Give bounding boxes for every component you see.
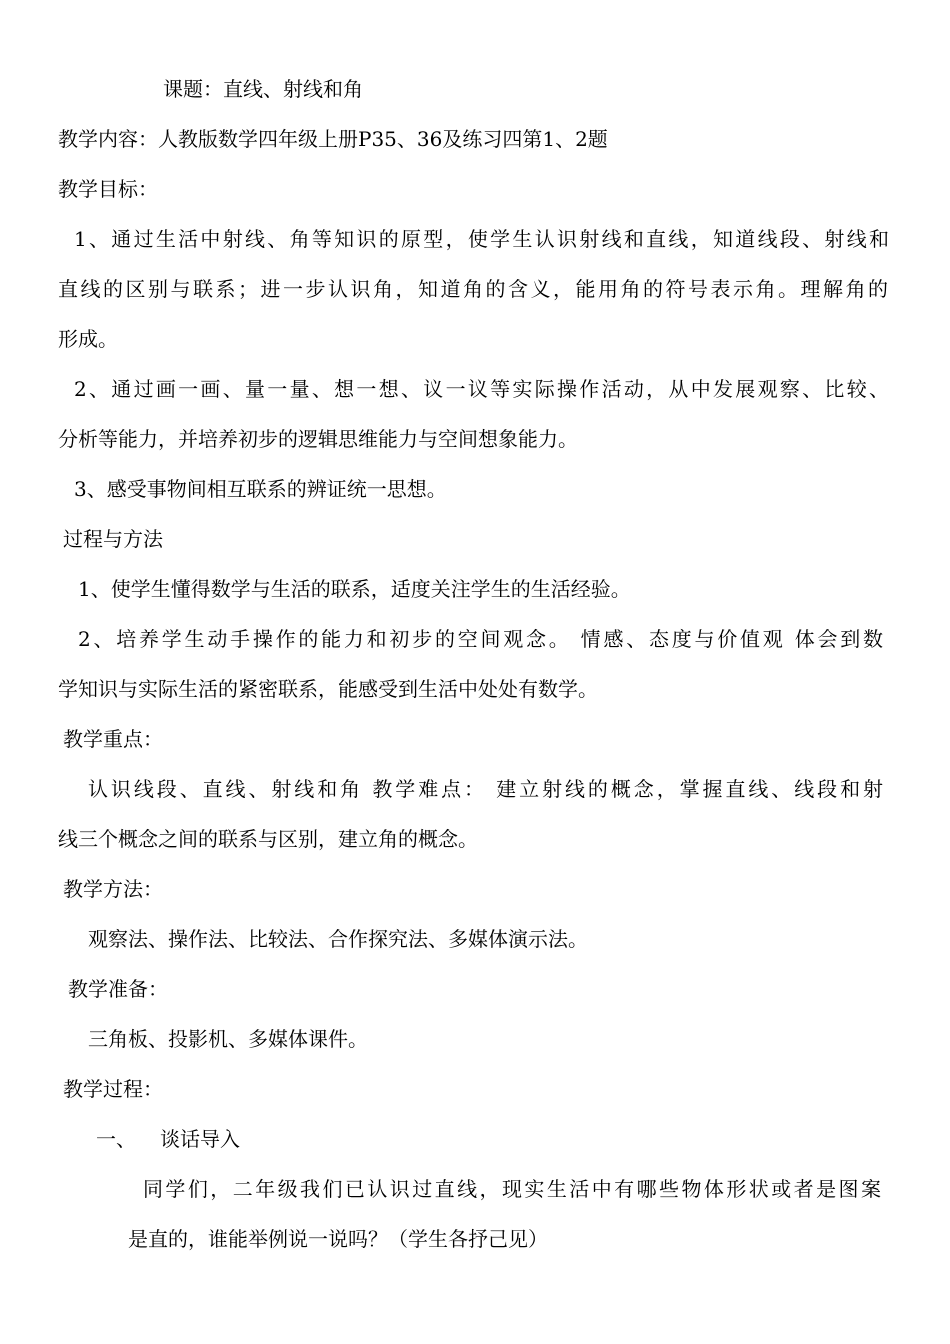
section-1-number: 一、 <box>96 1127 136 1151</box>
methods-text: 观察法、操作法、比较法、合作探究法、多媒体演示法。 <box>88 927 588 951</box>
process-item-2-line-1: 2、培养学生动手操作的能力和初步的空间观念。 情感、态度与价值观 体会到数 <box>78 627 883 651</box>
intro-paragraph-line-2: 是直的，谁能举例说一说吗？（学生各抒己见） <box>128 1227 548 1251</box>
intro-paragraph-line-1: 同学们，二年级我们已认识过直线，现实生活中有哪些物体形状或者是图案 <box>143 1177 881 1201</box>
key-points-line-2: 线三个概念之间的联系与区别，建立角的概念。 <box>58 827 478 851</box>
preparation-text: 三角板、投影机、多媒体课件。 <box>88 1027 368 1051</box>
objective-1-line-3: 形成。 <box>58 327 118 351</box>
objective-1-line-1: 1、通过生活中射线、角等知识的原型，使学生认识射线和直线，知道线段、射线和 <box>74 227 889 251</box>
objective-2-line-1: 2、通过画一画、量一量、想一想、议一议等实际操作活动，从中发展观察、比较、 <box>74 377 889 401</box>
objective-2-line-2: 分析等能力，并培养初步的逻辑思维能力与空间想象能力。 <box>58 427 578 451</box>
process-item-1: 1、使学生懂得数学与生活的联系，适度关注学生的生活经验。 <box>78 577 631 601</box>
methods-heading: 教学方法： <box>63 877 163 901</box>
preparation-heading: 教学准备： <box>68 977 168 1001</box>
teaching-content: 教学内容：人教版数学四年级上册P35、36及练习四第1、2题 <box>58 127 608 151</box>
objective-3: 3、感受事物间相互联系的辨证统一思想。 <box>74 477 447 501</box>
key-points-line-1: 认识线段、直线、射线和角 教学难点： 建立射线的概念，掌握直线、线段和射 <box>88 777 883 801</box>
objectives-heading: 教学目标： <box>58 177 158 201</box>
process-methods-heading: 过程与方法 <box>63 527 163 551</box>
objective-1-line-2: 直线的区别与联系；进一步认识角，知道角的含义，能用角的符号表示角。理解角的 <box>58 277 888 301</box>
process-item-2-line-2: 学知识与实际生活的紧密联系，能感受到生活中处处有数学。 <box>58 677 598 701</box>
lesson-title: 课题：直线、射线和角 <box>163 77 363 101</box>
procedure-heading: 教学过程： <box>63 1077 163 1101</box>
key-points-heading: 教学重点： <box>63 727 163 751</box>
section-1-title: 谈话导入 <box>160 1127 240 1151</box>
